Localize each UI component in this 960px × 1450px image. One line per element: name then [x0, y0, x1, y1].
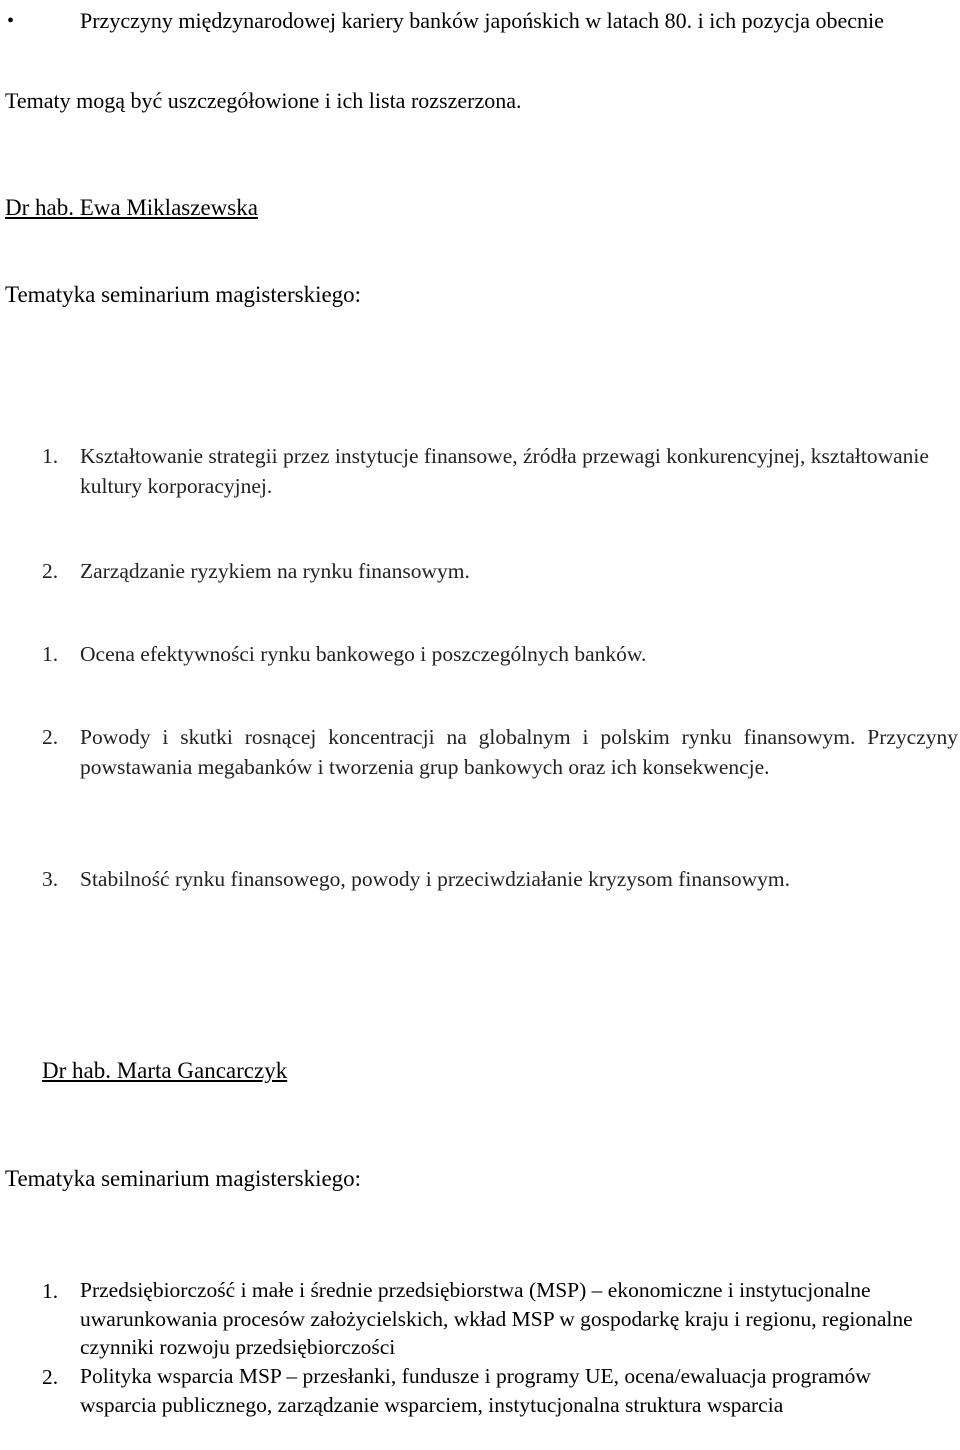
supervisor-name: Dr hab. Ewa Miklaszewska — [5, 195, 258, 220]
bullet-icon: • — [7, 10, 15, 32]
list-number: 1. — [42, 444, 59, 468]
list-number: 3. — [42, 867, 59, 891]
list-number: 1. — [42, 642, 59, 666]
section-title: Tematyka seminarium magisterskiego: — [5, 282, 362, 307]
list-text: Ocena efektywności rynku bankowego i poszczególnych banków. — [80, 642, 647, 666]
topics-note: Tematy mogą być uszczegółowione i ich lista rozszerzona. — [5, 88, 522, 113]
list-text: Zarządzanie ryzykiem na rynku finansowym. — [80, 559, 470, 583]
section-title: Tematyka seminarium magisterskiego: — [5, 1166, 362, 1191]
list-number: 2. — [42, 559, 59, 583]
supervisor-name: Dr hab. Marta Gancarczyk — [42, 1058, 288, 1083]
list-item — [0, 639, 960, 669]
list-item — [0, 1362, 960, 1450]
list-item — [0, 1276, 960, 1364]
list-number: 2. — [42, 1365, 59, 1389]
list-item — [0, 441, 960, 503]
list-number: 1. — [42, 1279, 59, 1303]
list-item — [0, 864, 960, 894]
list-text: Przedsiębiorczość i małe i średnie przedsiębiorstwa (MSP) – ekonomiczne i instytucjonalne uwarunkowania procesów założycielskich, wkład MSP w gospodarkę kraju i regionu, regionalne czynniki rozwoju przedsiębiorczości — [80, 1278, 913, 1359]
list-number: 2. — [42, 725, 59, 749]
list-item — [0, 722, 960, 814]
list-text: Polityka wsparcia MSP – przesłanki, fundusze i programy UE, ocena/ewaluacja programów wsparcia publicznego, zarządzanie wsparciem, instytucjonalna struktura wsparcia — [80, 1364, 871, 1417]
bullet-text: Przyczyny międzynarodowej kariery banków japońskich w latach 80. i ich pozycja obecnie — [80, 8, 884, 33]
list-text: Kształtowanie strategii przez instytucje finansowe, źródła przewagi konkurencyjnej, kształtowanie kultury korporacyjnej. — [80, 444, 929, 498]
list-item — [0, 556, 960, 586]
list-text: Stabilność rynku finansowego, powody i przeciwdziałanie kryzysom finansowym. — [80, 867, 790, 891]
list-text: Powody i skutki rosnącej koncentracji na globalnym i polskim rynku finansowym. Przyczyny powstawania megabanków i tworzenia grup bankowych oraz ich konsekwencje. — [80, 725, 958, 779]
